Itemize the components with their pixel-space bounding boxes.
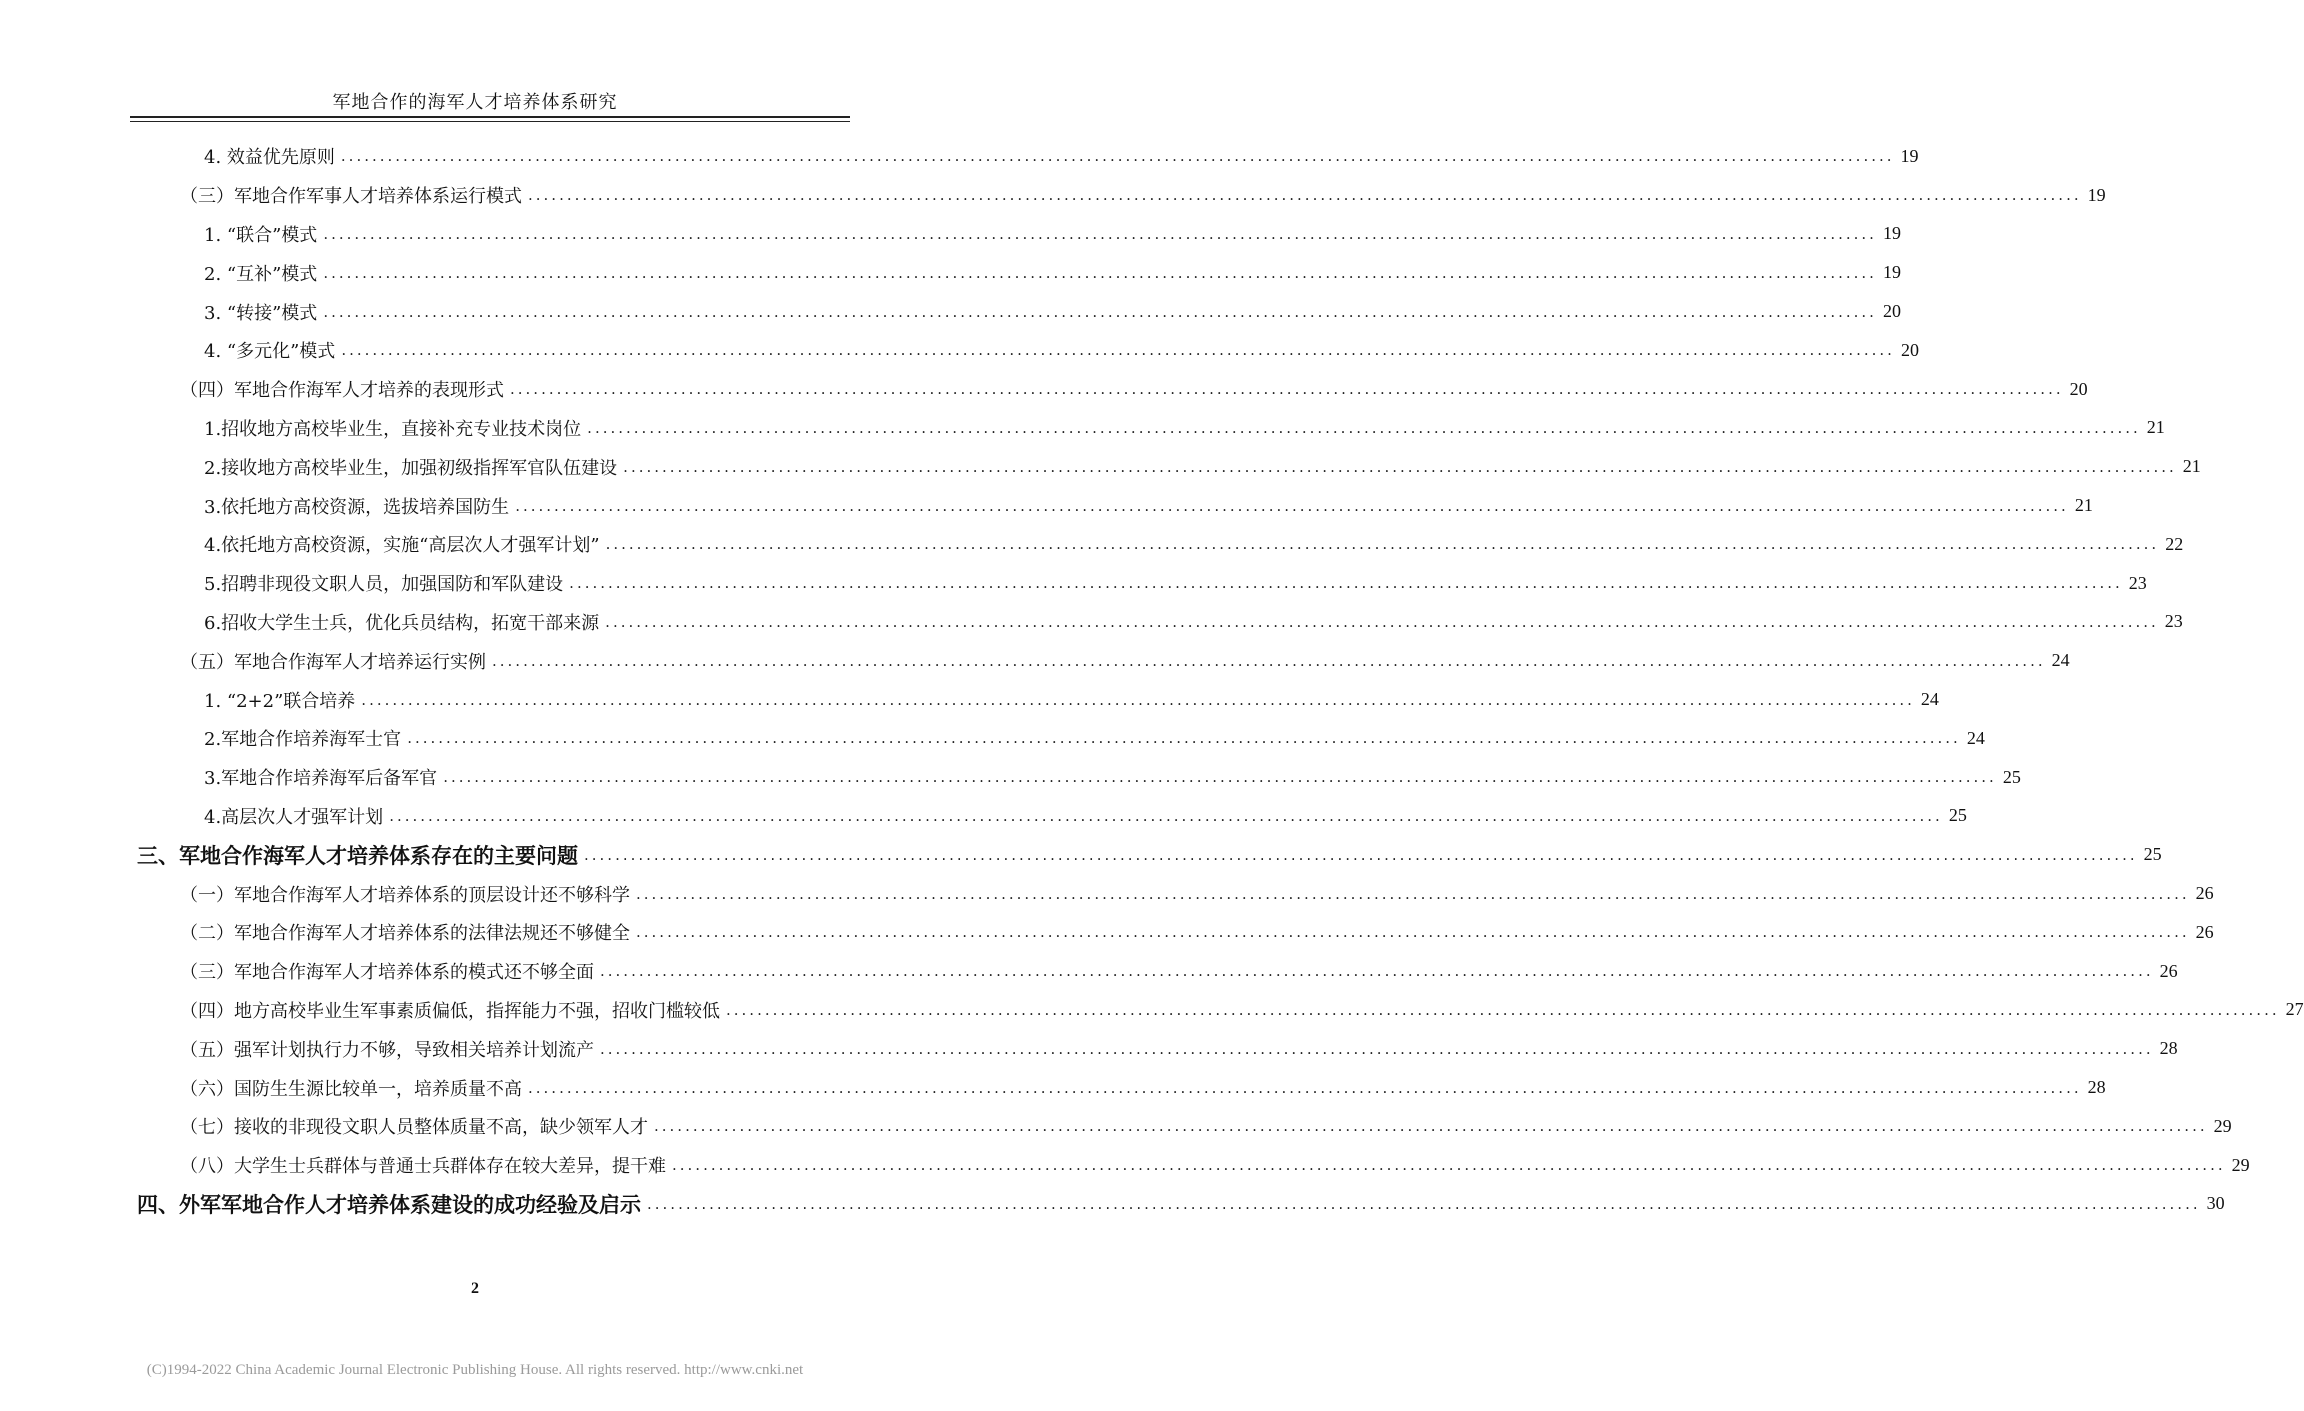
toc-entry-title: 2.军地合作培养海军士官: [204, 729, 402, 751]
toc-entry-page: 24: [1966, 727, 1985, 748]
toc-entry-page: 26: [2195, 921, 2214, 942]
header-rule-thin: [130, 121, 850, 122]
toc-entry-title: （一）军地合作海军人才培养体系的顶层设计还不够科学: [180, 884, 630, 906]
toc-entry[interactable]: [0, 447, 2201, 486]
toc-entry-title: 1. “2+2”联合培养: [204, 690, 356, 712]
toc-entry-title: 4.高层次人才强军计划: [204, 806, 384, 828]
dot-leader: ........................................................................................................................................................................................................: [636, 923, 2190, 942]
toc-entry-page: 19: [2087, 184, 2106, 205]
toc-entry-title: 2.接收地方高校毕业生，加强初级指挥军官队伍建设: [204, 457, 618, 479]
dot-leader: ........................................................................................................................................................................................................: [323, 224, 1877, 243]
dot-leader: ........................................................................................................................................................................................................: [528, 186, 2082, 205]
toc-entry[interactable]: [0, 253, 1901, 292]
toc-entry-page: 20: [1900, 339, 1919, 360]
toc-entry[interactable]: [0, 835, 2162, 874]
dot-leader: ........................................................................................................................................................................................................: [407, 729, 1961, 748]
toc-entry-title: （二）军地合作海军人才培养体系的法律法规还不够健全: [180, 923, 630, 945]
toc-entry[interactable]: [0, 1029, 2178, 1068]
toc-entry[interactable]: [0, 1185, 2225, 1224]
toc-entry-title: 2. “互补”模式: [204, 263, 318, 285]
toc-entry-title: （四）地方高校毕业生军事素质偏低，指挥能力不强，招收门槛较低: [180, 1000, 720, 1022]
toc-entry-page: 29: [2213, 1115, 2232, 1136]
toc-entry-page: 24: [2051, 650, 2070, 671]
toc-entry[interactable]: [0, 913, 2214, 952]
toc-entry-title: 1. “联合”模式: [204, 224, 318, 246]
dot-leader: ........................................................................................................................................................................................................: [361, 690, 1915, 709]
dot-leader: ........................................................................................................................................................................................................: [600, 962, 2154, 981]
toc-entry[interactable]: [0, 991, 2304, 1030]
toc-entry[interactable]: [0, 486, 2093, 525]
toc-entry[interactable]: [0, 137, 1919, 176]
dot-leader: ........................................................................................................................................................................................................: [341, 341, 1895, 360]
toc-entry[interactable]: [0, 603, 2183, 642]
toc-entry[interactable]: [0, 292, 1901, 331]
toc-entry-page: 28: [2159, 1038, 2178, 1059]
table-of-contents: [0, 137, 2304, 1223]
toc-entry-title: （四）军地合作海军人才培养的表现形式: [180, 380, 504, 402]
toc-entry-title: 3.军地合作培养海军后备军官: [204, 768, 438, 790]
toc-entry-title: 3.依托地方高校资源，选拔培养国防生: [204, 496, 510, 518]
toc-entry-title: 6.招收大学生士兵，优化兵员结构，拓宽干部来源: [204, 612, 600, 634]
toc-entry-page: 22: [2165, 533, 2184, 554]
dot-leader: ........................................................................................................................................................................................................: [340, 147, 1895, 166]
dot-leader: ........................................................................................................................................................................................................: [510, 380, 2064, 399]
toc-entry-page: 21: [2146, 417, 2165, 438]
toc-entry-page: 19: [1882, 223, 1901, 244]
toc-entry[interactable]: [0, 370, 2088, 409]
toc-entry-page: 26: [2159, 960, 2178, 981]
toc-entry[interactable]: [0, 1146, 2250, 1185]
toc-entry-page: 19: [1882, 262, 1901, 283]
toc-entry[interactable]: [0, 719, 1985, 758]
dot-leader: ........................................................................................................................................................................................................: [323, 302, 1877, 321]
copyright-footer: (C)1994-2022 China Academic Journal Electronic Publishing House. All rights reserved. http://www.cnki.net: [146, 1362, 804, 1378]
dot-leader: ........................................................................................................................................................................................................: [623, 457, 2177, 476]
toc-entry[interactable]: [0, 176, 2106, 215]
toc-entry-page: 23: [2164, 611, 2183, 632]
toc-entry-title: （五）强军计划执行力不够，导致相关培养计划流产: [180, 1039, 594, 1061]
toc-entry-title: 四、外军军地合作人才培养体系建设的成功经验及启示: [137, 1192, 641, 1217]
toc-entry[interactable]: [0, 564, 2147, 603]
toc-entry-title: 4. 效益优先原则: [204, 147, 335, 169]
toc-entry[interactable]: [0, 952, 2178, 991]
toc-entry-title: 5.招聘非现役文职人员，加强国防和军队建设: [204, 574, 564, 596]
toc-entry-page: 25: [1948, 805, 1967, 826]
toc-entry[interactable]: [0, 525, 2184, 564]
toc-entry-title: （三）军地合作海军人才培养体系的模式还不够全面: [180, 962, 594, 984]
toc-entry-title: 3. “转接”模式: [204, 302, 318, 324]
dot-leader: ........................................................................................................................................................................................................: [492, 651, 2046, 670]
toc-entry-title: （五）军地合作海军人才培养运行实例: [180, 651, 486, 673]
dot-leader: ........................................................................................................................................................................................................: [528, 1078, 2082, 1097]
dot-leader: ........................................................................................................................................................................................................: [515, 496, 2069, 515]
toc-entry-title: （三）军地合作军事人才培养体系运行模式: [180, 186, 522, 208]
toc-entry-page: 25: [2002, 766, 2021, 787]
toc-entry[interactable]: [0, 874, 2214, 913]
header-rule-thick: [130, 116, 850, 118]
toc-entry[interactable]: [0, 215, 1901, 254]
toc-entry[interactable]: [0, 409, 2165, 448]
running-header: 军地合作的海军人才培养体系研究: [332, 92, 618, 113]
dot-leader: ........................................................................................................................................................................................................: [672, 1156, 2226, 1175]
toc-entry[interactable]: [0, 1068, 2106, 1107]
toc-entry-page: 20: [2069, 378, 2088, 399]
toc-entry-page: 25: [2143, 844, 2162, 865]
toc-entry-page: 21: [2182, 456, 2201, 477]
toc-entry-title: （八）大学生士兵群体与普通士兵群体存在较大差异，提干难: [180, 1156, 666, 1178]
page-number: 2: [471, 1280, 479, 1297]
dot-leader: ........................................................................................................................................................................................................: [443, 768, 1997, 787]
toc-entry-page: 30: [2206, 1193, 2225, 1214]
toc-entry-title: 三、军地合作海军人才培养体系存在的主要问题: [137, 843, 578, 868]
dot-leader: ........................................................................................................................................................................................................: [600, 1039, 2154, 1058]
toc-entry-page: 26: [2195, 883, 2214, 904]
dot-leader: ........................................................................................................................................................................................................: [636, 884, 2190, 903]
toc-entry[interactable]: [0, 331, 1919, 370]
toc-entry-title: 4.依托地方高校资源，实施“高层次人才强军计划”: [204, 535, 600, 557]
toc-entry-title: 1.招收地方高校毕业生，直接补充专业技术岗位: [204, 418, 582, 440]
toc-entry-page: 27: [2285, 999, 2304, 1020]
dot-leader: ........................................................................................................................................................................................................: [726, 1000, 2280, 1019]
dot-leader: ........................................................................................................................................................................................................: [584, 845, 2138, 864]
dot-leader: ........................................................................................................................................................................................................: [587, 418, 2141, 437]
dot-leader: ........................................................................................................................................................................................................: [605, 535, 2160, 554]
dot-leader: ........................................................................................................................................................................................................: [389, 806, 1943, 825]
toc-entry-title: （七）接收的非现役文职人员整体质量不高，缺少领军人才: [180, 1117, 648, 1139]
toc-entry-page: 28: [2087, 1077, 2106, 1098]
dot-leader: ........................................................................................................................................................................................................: [569, 574, 2123, 593]
toc-entry-page: 23: [2128, 572, 2147, 593]
toc-entry[interactable]: [0, 758, 2021, 797]
toc-entry-page: 20: [1882, 301, 1901, 322]
toc-entry-title: 4. “多元化”模式: [204, 341, 336, 363]
toc-entry-page: 21: [2074, 495, 2093, 516]
toc-entry-page: 24: [1920, 689, 1939, 710]
dot-leader: ........................................................................................................................................................................................................: [605, 612, 2159, 631]
toc-entry[interactable]: [0, 680, 1939, 719]
toc-entry[interactable]: [0, 797, 1967, 836]
toc-entry-title: （六）国防生生源比较单一，培养质量不高: [180, 1078, 522, 1100]
toc-entry-page: 29: [2231, 1154, 2250, 1175]
toc-entry[interactable]: [0, 1107, 2232, 1146]
dot-leader: ........................................................................................................................................................................................................: [647, 1194, 2201, 1213]
dot-leader: ........................................................................................................................................................................................................: [654, 1117, 2208, 1136]
dot-leader: ........................................................................................................................................................................................................: [323, 263, 1877, 282]
toc-entry-page: 19: [1900, 145, 1919, 166]
toc-entry[interactable]: [0, 641, 2070, 680]
